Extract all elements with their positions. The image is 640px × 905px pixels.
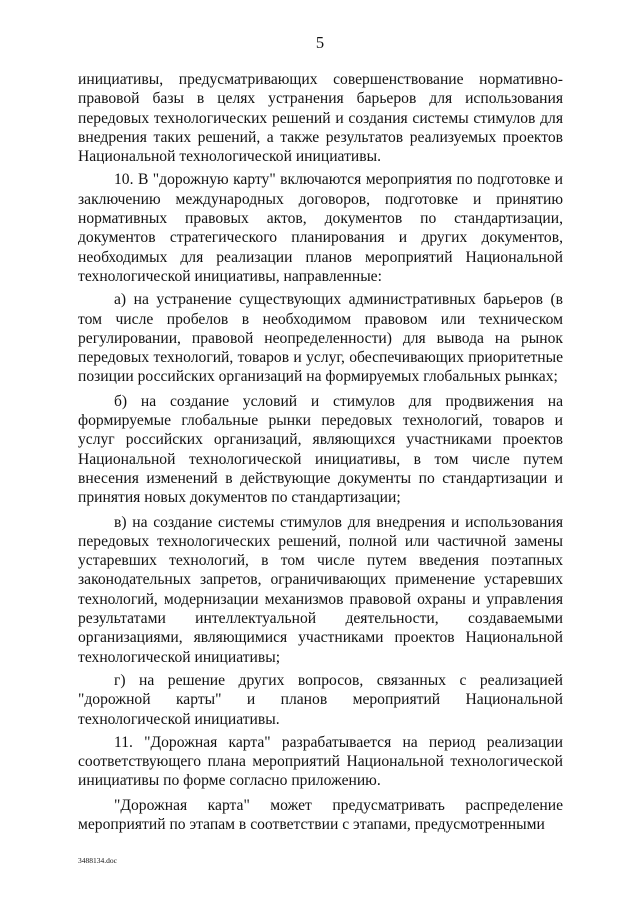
paragraph-subitem-g: г) на решение других вопросов, связанных с реализацией "дорожной карты" и планов мероприятий Национальной технологической инициативы. bbox=[78, 671, 563, 728]
paragraph-item-10: 10. В "дорожную карту" включаются мероприятия по подготовке и заключению международных договоров, подготовке и принятию нормативных правовых актов, документов по стандартизации, документов стратегического планирования и других документов, необходимых для реализации планов мероприятий Национальной технологической инициативы, направленные: bbox=[78, 171, 563, 285]
document-body bbox=[78, 70, 563, 834]
paragraph-subitem-b: б) на создание условий и стимулов для продвижения на формируемые глобальные рынки передовых технологий, товаров и услуг российских организаций, являющихся участниками проектов Национальной технологической инициативы, в том числе путем внесения изменений в действующие документы по стандартизации и принятия новых документов по стандартизации; bbox=[78, 392, 563, 507]
paragraph-subitem-a: а) на устранение существующих административных барьеров (в том числе пробелов в необходимом правовом или техническом регулировании, правовой неопределенности) для вывода на рынок передовых технологий, товаров и услуг, обеспечивающих приоритетные позиции российских организаций на формируемых глобальных рынках; bbox=[78, 291, 563, 386]
paragraph-roadmap-stages: "Дорожная карта" может предусматривать распределение мероприятий по этапам в соответствии с этапами, предусмотренными bbox=[78, 796, 563, 833]
paragraph-continuation: инициативы, предусматривающих совершенствование нормативно-правовой базы в целях устранения барьеров для использования передовых технологических решений и создания системы стимулов для внедрения таких решений, а также результатов реализуемых проектов Национальной технологической инициативы. bbox=[78, 71, 563, 166]
paragraph-item-11: 11. "Дорожная карта" разрабатывается на период реализации соответствующего плана мероприятий Национальной технологической инициативы по форме согласно приложению. bbox=[78, 733, 563, 790]
file-reference: 3488134.doc bbox=[78, 856, 117, 865]
paragraph-subitem-v: в) на создание системы стимулов для внедрения и использования передовых технологических решений, полной или частичной замены устаревших технологий, в том числе путем введения поэтапных законодательных запретов, ограничивающих применение устаревших технологий, модернизации механизмов правовой охраны и управления результатами интеллектуальной деятельности, создаваемыми организациями, являющимися участниками проектов Национальной технологической инициативы; bbox=[78, 513, 563, 666]
page-number: 5 bbox=[315, 33, 325, 52]
